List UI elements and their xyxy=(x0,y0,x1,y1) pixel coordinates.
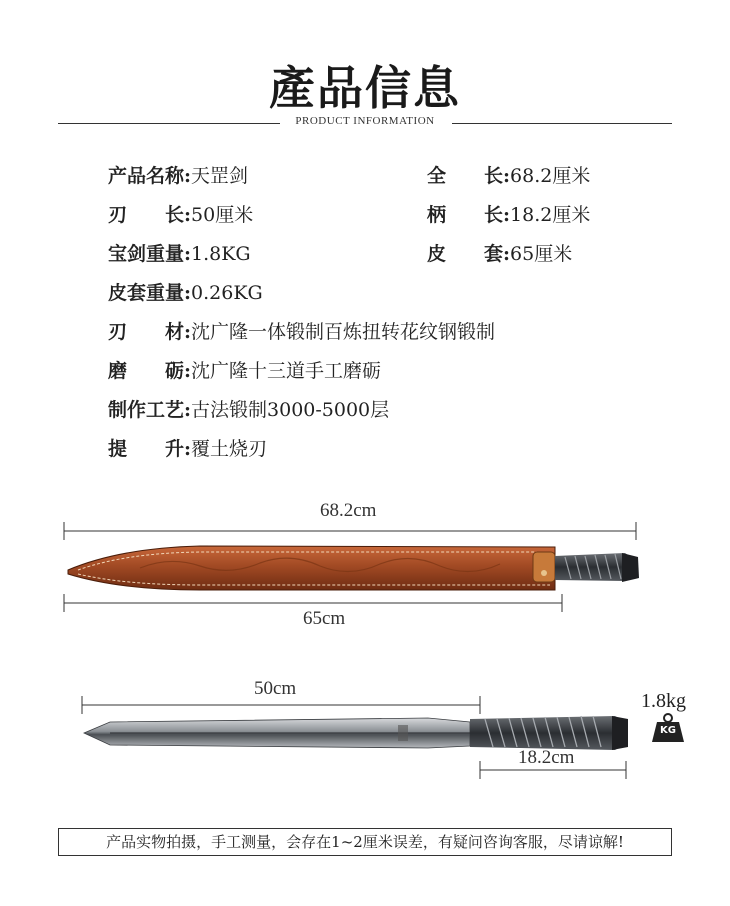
spec-craft-label: 制作工艺: xyxy=(108,399,192,421)
sheathed-sword xyxy=(68,546,639,590)
spec-grinding-value: 沈广隆十三道手工磨砺 xyxy=(191,360,382,382)
spec-blade-label: 刃 长: xyxy=(108,204,192,226)
spec-sheath-weight-label: 皮套重量: xyxy=(108,282,192,304)
spec-total-label: 全 长: xyxy=(427,165,511,187)
spec-blade-value: 50厘米 xyxy=(191,204,254,226)
spec-sheath-label: 皮 套: xyxy=(427,243,511,265)
spec-handle-value: 18.2厘米 xyxy=(510,204,591,226)
handle-length-label: 18.2cm xyxy=(518,747,575,768)
page-title: 產品信息 xyxy=(269,61,461,115)
weight-label: 1.8kg xyxy=(641,690,686,712)
total-length-label: 68.2cm xyxy=(320,500,377,521)
spec-craft-value: 古法锻制3000-5000层 xyxy=(191,399,390,421)
spec-grinding-label: 磨 砺: xyxy=(108,360,192,382)
spec-material-label: 刃 材: xyxy=(108,321,192,343)
spec-weight-label: 宝剑重量: xyxy=(108,243,192,265)
spec-name-label: 产品名称: xyxy=(108,165,192,187)
sheath-length-label: 65cm xyxy=(303,608,346,629)
spec-hardening-value: 覆土烧刃 xyxy=(191,438,268,460)
weight-badge-text: KG xyxy=(660,725,676,736)
spec-sheath-weight-value: 0.26KG xyxy=(191,282,263,304)
spec-material-value: 沈广隆一体锻制百炼扭转花纹钢锻制 xyxy=(191,321,496,343)
spec-sheath-value: 65厘米 xyxy=(510,243,573,265)
spec-total-value: 68.2厘米 xyxy=(510,165,591,187)
spec-weight-value: 1.8KG xyxy=(191,243,251,265)
blade-length-label: 50cm xyxy=(254,678,297,699)
spec-name-value: 天罡剑 xyxy=(191,165,249,187)
spec-handle-label: 柄 长: xyxy=(427,204,511,226)
bare-sword xyxy=(84,716,628,750)
spec-hardening-label: 提 升: xyxy=(108,438,192,460)
disclaimer-note: 产品实物拍摄，手工测量，会存在1~2厘米误差，有疑问咨询客服，尽请谅解! xyxy=(58,828,672,856)
page-subtitle: PRODUCT INFORMATION xyxy=(295,115,435,127)
total-length-dimension xyxy=(64,522,636,540)
